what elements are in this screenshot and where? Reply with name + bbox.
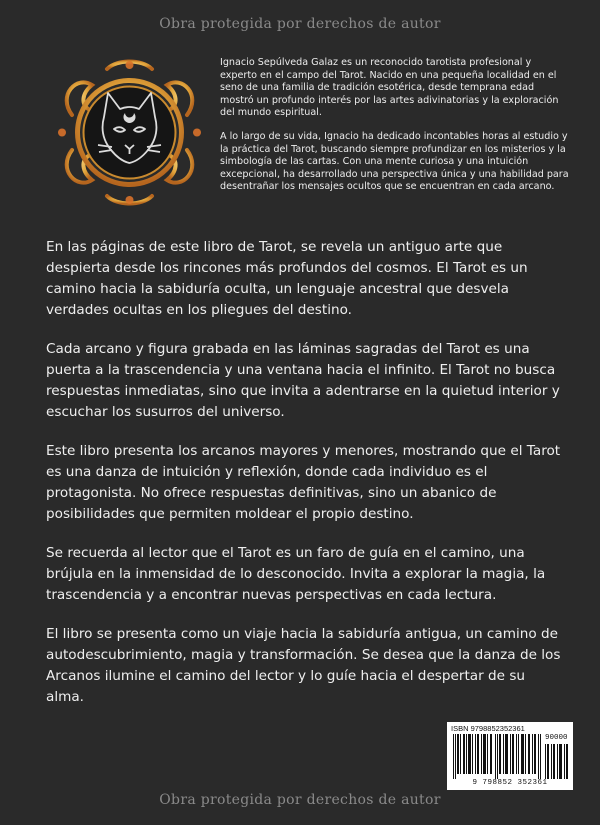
- barcode-bars: [453, 734, 541, 779]
- description-paragraph: Se recuerda al lector que el Tarot es un faro de guía en el camino, una brújula en la inmensidad de lo desconocido. Invita a explorar la magia, la trascendencia y a encontrar nuevas perspectivas en cada lectura.: [46, 545, 546, 603]
- isbn-barcode: [447, 722, 573, 790]
- bio-paragraph: A lo largo de su vida, Ignacio ha dedicado incontables horas al estudio y la práctica del Tarot, buscando siempre profundizar en los misterios y la simbología de las cartas. Con una mente curiosa y una intuición excepcional, ha desarrollado una perspectiva única y una habilidad para desentrañar los mensajes ocultos que se encuentran en cada arcano.: [220, 130, 569, 193]
- bio-paragraph: Ignacio Sepúlveda Galaz es un reconocido tarotista profesional y experto en el campo del Tarot. Nacido en una pequeña localidad en el seno de una familia de tradición esotérica, desde temprana edad mostró un profundo interés por las artes adivinatorias y la exploración del mundo espiritual.: [220, 57, 559, 119]
- cat-moon-emblem-icon: [52, 55, 207, 210]
- author-bio: [220, 57, 570, 205]
- watermark-bottom: Obra protegida por derechos de autor: [159, 792, 441, 808]
- description-paragraph: En las páginas de este libro de Tarot, se revela un antiguo arte que despierta desde los rincones más profundos del cosmos. El Tarot es un camino hacia la sabiduría oculta, un lenguaje ancestral que desvela verdades ocultas en los pliegues del destino.: [46, 239, 528, 318]
- description-paragraph: Este libro presenta los arcanos mayores y menores, mostrando que el Tarot es una danza de intuición y reflexión, donde cada individuo es el protagonista. No ofrece respuestas definitivas, sino un abanico de posibilidades que permiten moldear el propio destino.: [46, 443, 561, 522]
- description-paragraph: Cada arcano y figura grabada en las láminas sagradas del Tarot es una puerta a la trascendencia y una ventana hacia el infinito. El Tarot no busca respuestas inmediatas, sino que invita a adentrarse en la quietud interior y escuchar los susurros del universo.: [46, 341, 560, 420]
- description-paragraph: El libro se presenta como un viaje hacia la sabiduría antigua, un camino de autodescubrimiento, magia y transformación. Se desea que la danza de los Arcanos ilumine el camino del lector y lo guíe hacia el despertar de su alma.: [46, 626, 561, 705]
- watermark-top: Obra protegida por derechos de autor: [159, 16, 441, 32]
- ean-digits: 9 798852 352361: [472, 779, 548, 787]
- isbn-label: ISBN 9798852352361: [451, 724, 525, 733]
- price-code: 90000: [545, 734, 568, 742]
- addon-bars: [545, 744, 569, 779]
- book-description: [46, 237, 566, 726]
